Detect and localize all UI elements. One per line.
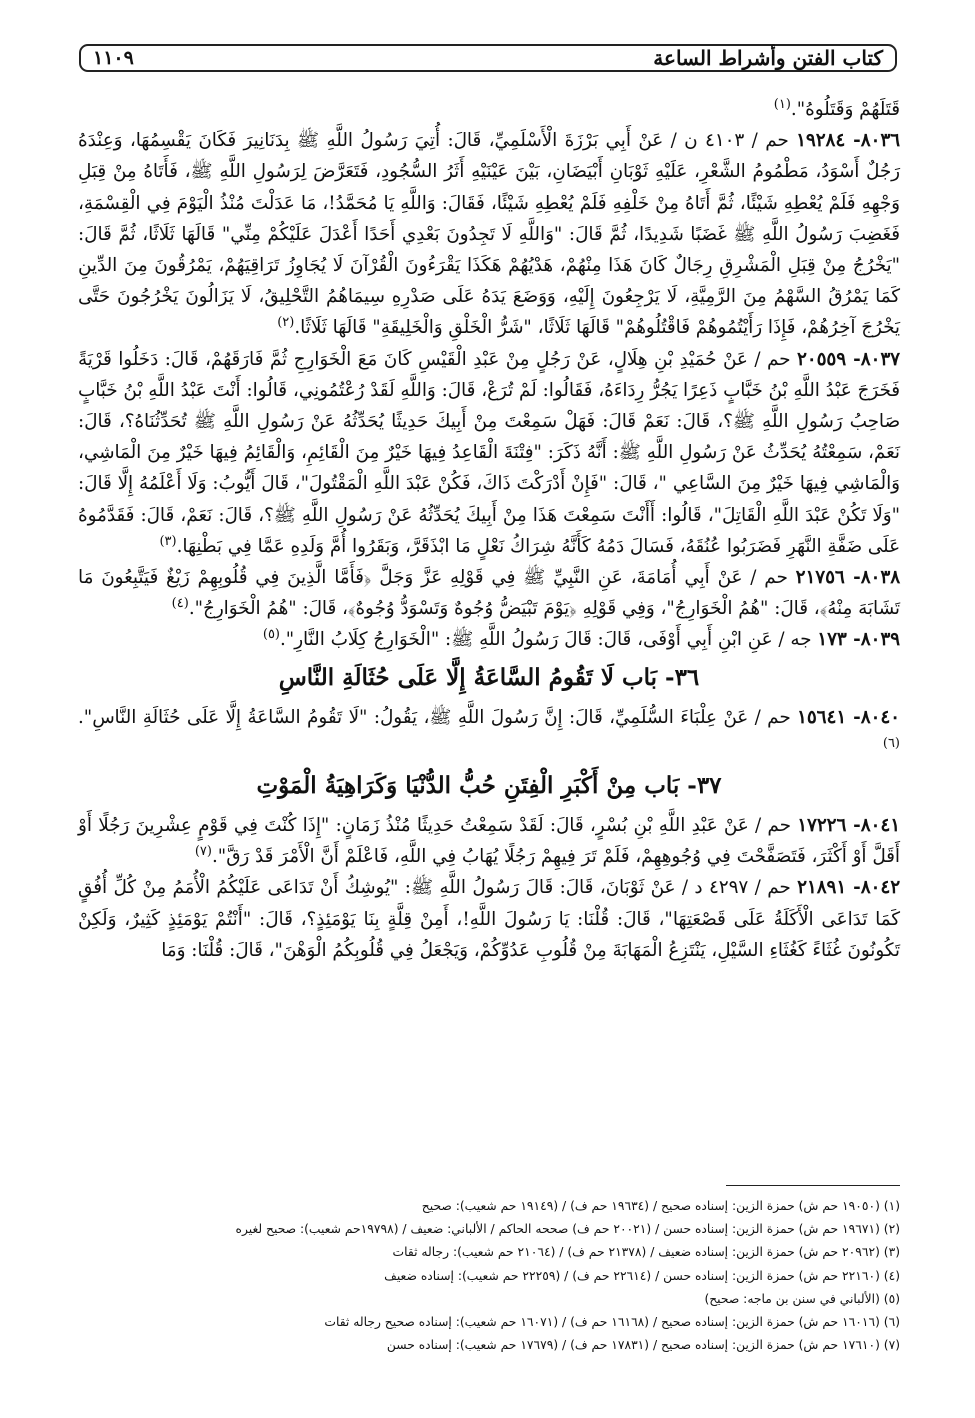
continuation-line: قَتَلَهُمْ وَقَتَلُوهُ".$^{(١)}$ [773,96,900,120]
hadith-8039 [78,624,900,655]
footnote-ref: (١) [773,96,791,112]
hadith-text: حم / ٤٢٩٧ د / عَنْ ثَوْبَانَ، قَالَ: قَالَ رَسُولُ اللَّهِ ﷺ: "يُوشِكُ أَنْ تَدَاعَى عَلَيْكُمُ الْأُمَمُ مِنْ كُلِّ أُفُقٍ كَمَا تَدَاعَى الْأَكَلَةُ عَلَى قَصْعَتِهَا"، قَالَ: قُلْنَا: يَا رَسُولَ اللَّهِ!، أَمِنْ قِلَّةٍ بِنَا يَوْمَئِذٍ؟، قَالَ: "أَنْتُمْ يَوْمَئِذٍ كَثِيرٌ، وَلَكِنْ تَكُونُونَ غُثَاءً كَغُثَاءِ السَّيْلِ، يَنْتَزِعُ الْمَهَابَةَ مِنْ قُلُوبِ عَدُوِّكُمْ، وَيَجْعَلُ فِي قُلُوبِكُمُ الْوَهْنَ"، قَالَ: قُلْنَا: وَمَا [78,877,900,961]
footnote-ref: (٢) [277,315,295,331]
hadith-8037 [78,344,900,562]
footnote-3: (٣) (٢٠٩٦٢ حم ش) حمزة الزين: إسناده ضعيف / (٢١٣٧٨ حم ف) / (٢١٠٦٤ حم شعيب): رجاله ثقات [392,1245,900,1260]
hadith-8040 [78,702,900,764]
hadith-text: جه / عَنِ ابْنِ أَبِي أَوْفَى، قَالَ: قَالَ رَسُولُ اللَّهِ ﷺ: "الْخَوَارِجُ كِلَابُ النَّارِ". [280,629,818,651]
footnote-ref: (٣) [159,533,177,549]
hadith-text: حم / عَنْ عَبْدِ اللَّهِ بْنِ بُسْرٍ، قَالَ: لَقَدْ سَمِعْتُ حَدِيثًا مُنْذُ زَمَانٍ: "إِذَا كُنْتَ فِي قَوْمٍ عِشْرِينَ رَجُلًا أَوْ أَقَلَّ أَوْ أَكْثَرَ، فَتَصَفَّحْتَ فِي وُجُوهِهِمْ، فَلَمْ تَرَ فِيهِمْ رَجُلًا يُهَابُ فِي اللَّهِ، فَاعْلَمْ أَنَّ الْأَمْرَ قَدْ رَقَّ". [78,815,900,868]
hadith-number: ٨٠٤٠- ١٥٦٤١ [797,706,900,728]
footnote-1: (١) (١٩٠٥٠ حم ش) حمزة الزين: إسناده صحيح / (١٩٦٣٤ حم ف) / (١٩١٤٩ حم شعيب): صحيح [421,1199,900,1213]
hadith-text: حم / عَنْ أَبِي أُمَامَةَ، عَنِ النَّبِيِّ ﷺ فِي قَوْلِهِ عَزَّ وَجَلَّ ﴿فَأَمَّا الَّذِينَ فِي قُلُوبِهِمْ زَيْغٌ فَيَتَّبِعُونَ مَا تَشَابَهَ مِنْهُ﴾، قَالَ: "هُمُ الْخَوَارِجُ"، وَفِي قَوْلِهِ ﴿يَوْمَ تَبْيَضُّ وُجُوهٌ وَتَسْوَدُّ وُجُوهٌ﴾، قَالَ: "هُمُ الْخَوَارِجُ". [78,567,900,620]
footnote-ref: (٥) [262,627,280,643]
footnote-2: (٢) (١٩٦٧١ حم ش) حمزة الزين: إسناده حسن / (٢٠٠٢١ حم ف) صححه الحاكم / الألباني: ضعيف / (١٩٧٩٨حم شعيب): صحيح لغيره [235,1222,900,1237]
hadith-8036 [78,125,900,343]
hadith-number: ٨٠٣٩- ١٧٣ [817,629,900,651]
hadith-text: حم / عَنْ عِلْبَاءَ السُّلَمِيِّ، قَالَ: إِنَّ رَسُولَ اللَّهِ ﷺ، يَقُولُ: "لَا تَقُومُ السَّاعَةُ إِلَّا عَلَى حُثَالَةِ النَّاسِ". [78,706,798,728]
book-title: كتاب الفتن وأشراط الساعة [653,46,883,70]
hadith-8038 [78,562,900,624]
footnote-4: (٤) (٢٢١٦٠ حم ش) حمزة الزين: إسناده حسن / (٢٢٦١٤ حم ف) / (٢٢٢٥٩ حم شعيب): إسناده ضعيف [384,1268,900,1283]
running-header [79,44,897,72]
page-number: ١١٠٩ [93,47,134,69]
footnotes [78,1195,900,1357]
footnote-5: (٥) (الألباني في سنن بن ماجه: صحيح) [704,1291,900,1306]
hadith-8041 [78,810,900,872]
hadith-text: حم / ٤١٠٣ ن / عَنْ أَبِي بَرْزَةَ الْأَسْلَمِيِّ، قَالَ: أُتِيَ رَسُولُ اللَّهِ ﷺ بِدَنَانِيرَ فَكَانَ يَقْسِمُهَا، وَعِنْدَهُ رَجُلٌ أَسْوَدُ، مَطْمُومُ الشَّعْرِ، عَلَيْهِ ثَوْبَانِ أَبْيَضَانِ، بَيْنَ عَيْنَيْهِ أَثَرُ السُّجُودِ، فَتَعَرَّضَ لِرَسُولِ اللَّهِ ﷺ، فَأَتَاهُ مِنْ قِبَلِ وَجْهِهِ فَلَمْ يُعْطِهِ شَيْئًا، ثُمَّ أَتَاهُ مِنْ خَلْفِهِ فَلَمْ يُعْطِهِ شَيْئًا، فَقَالَ: وَاللَّهِ يَا مُحَمَّدُ!، مَا عَدَلْتَ مُنْذُ الْيَوْمَ فِي الْقِسْمَةِ، فَغَضِبَ رَسُولُ اللَّهِ ﷺ غَضَبًا شَدِيدًا، ثُمَّ قَالَ: "وَاللَّهِ لَا تَجِدُونَ بَعْدِي أَحَدًا أَعْدَلَ عَلَيْكُمْ مِنِّي" قَالَهَا ثَلَاثًا، ثُمَّ قَالَ: "يَخْرُجُ مِنْ قِبَلِ الْمَشْرِقِ رِجَالٌ كَانَ هَذَا مِنْهُمْ، هَدْيُهُمْ هَكَذَا يَقْرَءُونَ الْقُرْآنَ لَا يُجَاوِزُ تَرَاقِيَهُمْ، يَمْرُقُونَ مِنَ الدِّينِ كَمَا يَمْرُقُ السَّهْمُ مِنَ الرَّمِيَّةِ، لَا يَرْجِعُونَ إِلَيْهِ، وَوَضَعَ يَدَهُ عَلَى صَدْرِهِ سِيمَاهُمُ التَّحْلِيقُ، لَا يَزَالُونَ يَخْرُجُونَ حَتَّى يَخْرُجَ آخِرُهُمْ، فَإِذَا رَأَيْتُمُوهُمْ فَاقْتُلُوهُمْ" قَالَهَا ثَلَاثًا، "شَرُّ الْخَلْقِ وَالْخَلِيقَةِ" قَالَهَا ثَلَاثًا. [78,130,900,339]
footnote-ref: (٤) [171,596,189,612]
hadith-number: ٨٠٣٦- ١٩٢٨٤ [796,130,900,152]
footnote-6: (٦) (١٦٠١٦ حم ش) حمزة الزين: إسناده صحيح / (١٦١٦٨ حم ف) / (١٦٠٧١ حم شعيب): إسناده صحيح رجاله ثقات [324,1315,900,1330]
hadith-number: ٨٠٣٨- ٢١٧٥٦ [795,567,901,589]
footnote-ref: (٦) [882,735,900,751]
main-text [78,94,900,966]
chapter-heading-37: ٣٧- بَاب مِنْ أَكْبَرِ الْفِتَنِ حُبُّ الدُّنْيَا وَكَرَاهِيَةُ الْمَوْتِ [256,772,722,800]
chapter-heading-36: ٣٦- بَاب لَا تَقُومُ السَّاعَةُ إِلَّا عَلَى حُثَالَةِ النَّاسِ [278,663,700,691]
footnote-divider [726,1185,900,1186]
footnote-ref: (٧) [194,844,212,860]
hadith-8042 [78,872,900,966]
hadith-number: ٨٠٣٧- ٢٠٥٥٩ [796,348,900,370]
hadith-text: حم / عَنْ حُمَيْدِ بْنِ هِلَالٍ، عَنْ رَجُلٍ مِنْ عَبْدِ الْقَيْسِ كَانَ مَعَ الْخَوَارِجِ ثُمَّ فَارَقَهُمْ، قَالَ: دَخَلُوا قَرْيَةً فَخَرَجَ عَبْدُ اللَّهِ بْنُ خَبَّابٍ ذَعِرًا يَجُرُّ رِدَاءَهُ، فَقَالُوا: لَمْ تُرَعْ، قَالَ: وَاللَّهِ لَقَدْ رُعْتُمُونِي، قَالُوا: أَنْتَ عَبْدُ اللَّهِ بْنُ خَبَّابٍ صَاحِبُ رَسُولِ اللَّهِ ﷺ؟، قَالَ: نَعَمْ قَالَ: فَهَلْ سَمِعْتَ مِنْ أَبِيكَ حَدِيثًا يُحَدِّثُهُ عَنْ رَسُولِ اللَّهِ ﷺ تُحَدِّثُنَاهُ؟، قَالَ: نَعَمْ، سَمِعْتُهُ يُحَدِّثُ عَنْ رَسُولِ اللَّهِ ﷺ: أَنَّهُ ذَكَرَ: "فِتْنَةَ الْقَاعِدُ فِيهَا خَيْرٌ مِنَ الْقَائِمِ، وَالْقَائِمُ فِيهَا خَيْرٌ مِنَ الْمَاشِي، وَالْمَاشِي فِيهَا خَيْرٌ مِنَ السَّاعِي "، قَالَ: "فَإِنْ أَدْرَكْتَ ذَاكَ، فَكُنْ عَبْدَ اللَّهِ الْمَقْتُولَ"، قَالَ أَيُّوبُ: وَلَا أَعْلَمُهُ إِلَّا قَالَ: "وَلَا تَكُنْ عَبْدَ اللَّهِ الْقَاتِلَ"، قَالُوا: أَأَنْتَ سَمِعْتَ هَذَا مِنْ أَبِيكَ يُحَدِّثُهُ عَنْ رَسُولِ اللَّهِ ﷺ؟، قَالَ: نَعَمْ، قَالَ: فَقَدَّمُوهُ عَلَى ضَفَّةِ النَّهَرِ فَضَرَبُوا عُنُقَهُ، فَسَالَ دَمُهُ كَأَنَّهُ شِرَاكُ نَعْلٍ مَا ابْذَقَرَّ، وَبَقَرُوا أُمَّ وَلَدِهِ عَمَّا فِي بَطْنِهَا. [78,348,900,557]
footnote-7: (٧) (١٧٦١٠ حم ش) حمزة الزين: إسناده صحيح / (١٧٨٣١ حم ف) / (١٧٦٧٩ حم شعيب): إسناده حسن [386,1338,900,1353]
hadith-number: ٨٠٤١- ١٧٢٢٦ [797,815,901,837]
hadith-number: ٨٠٤٢- ٢١٨٩١ [797,877,901,899]
